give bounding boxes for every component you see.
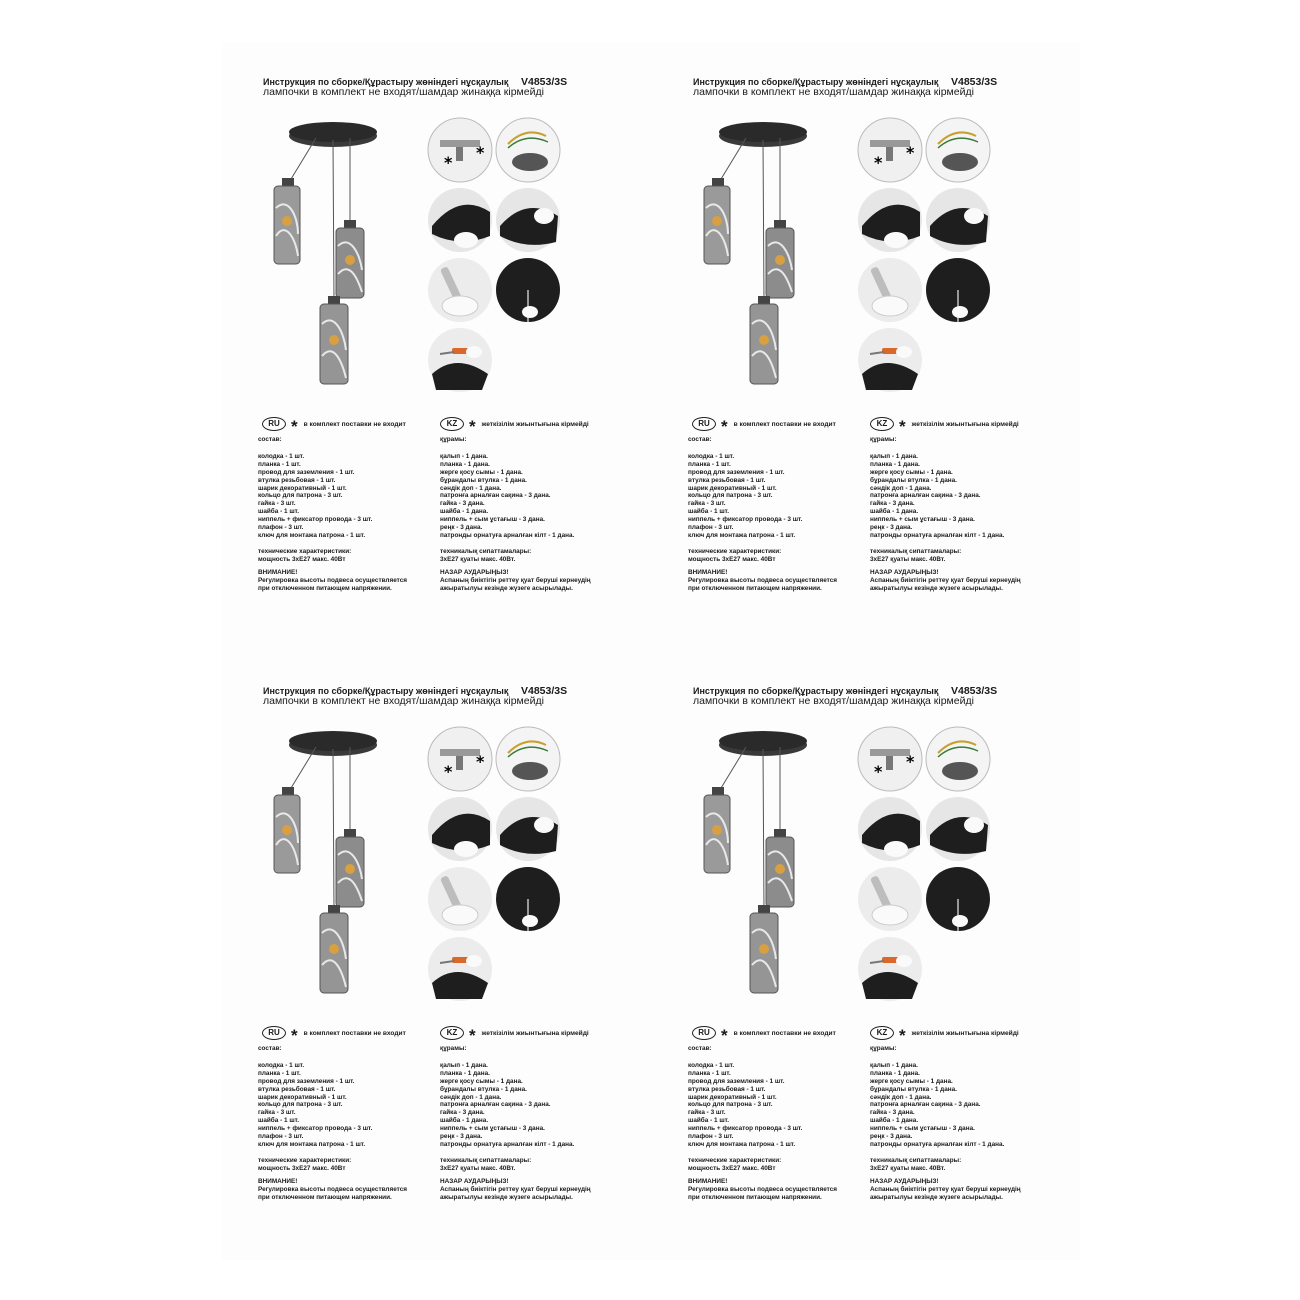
parts-list-item: планка - 1 дана. [870, 1069, 920, 1077]
ru-badge: RU [262, 1026, 286, 1040]
kz-badge: KZ [440, 1026, 464, 1040]
kz-warning-label: НАЗАР АУДАРЫҢЫЗ! [440, 1177, 509, 1185]
ru-warning-label: ВНИМАНИЕ! [258, 1177, 298, 1185]
kz-warning-line: Аспаның биіктігін реттеу қуат беруші кернеудің [870, 1185, 1021, 1193]
parts-list-item: гайка - 3 шт. [688, 500, 726, 508]
ru-warning-line: Регулировка высоты подвеса осуществляется [258, 1185, 408, 1193]
parts-list-item: шайба - 1 шт. [688, 1117, 729, 1125]
sheet-title: Инструкция по сборке/Құрастыру жөніндегі нұсқаулық [693, 686, 939, 696]
ru-parts-list [258, 1062, 443, 1149]
parts-list-item: бұрандалы втулка - 1 дана. [870, 1085, 957, 1093]
ru-column [688, 436, 873, 592]
kz-warning-line: Аспаның биіктігін реттеу қуат беруші кернеудің [440, 576, 591, 584]
step-5-key [428, 258, 492, 322]
kz-note: жеткізілім жиынтығына кірмейді [911, 1029, 1019, 1037]
ru-specs-value: мощность 3хЕ27 макс. 40Вт [688, 1164, 776, 1172]
kz-warning-line: ажыратылуы кезінде жүзеге асырылады. [440, 1193, 573, 1201]
parts-list-item: қалып - 1 дана. [870, 452, 918, 460]
parts-list-item: шайба - 1 дана. [870, 508, 919, 516]
step-5-key [858, 867, 922, 931]
assembly-steps [426, 725, 566, 1005]
instruction-sheet [222, 42, 652, 642]
kz-specs-label: техникалық сипаттамалары: [440, 1156, 532, 1164]
parts-list-item: планка - 1 дана. [440, 1069, 490, 1077]
sheet-subtitle: лампочки в комплект не входят/шамдар жинаққа кірмейді [693, 86, 974, 98]
step-4-screwing [496, 188, 560, 252]
step-5-key [428, 867, 492, 931]
assembly-steps [856, 116, 996, 396]
svg-text:*: * [874, 762, 883, 781]
step-3-canopy [428, 188, 492, 252]
parts-list-item: шайба - 1 дана. [440, 508, 489, 516]
ru-column [258, 1045, 443, 1201]
parts-list-item: провод для заземления - 1 шт. [258, 1077, 355, 1085]
parts-list-item: шайба - 1 шт. [688, 508, 729, 516]
ru-warning-label: ВНИМАНИЕ! [688, 1177, 728, 1185]
svg-text:*: * [906, 143, 915, 162]
ru-badge: RU [262, 417, 286, 431]
parts-list-item: ниппель + фиксатор провода - 3 шт. [258, 1125, 373, 1133]
instruction-sheet [652, 42, 1082, 642]
parts-list-item: втулка резьбовая - 1 шт. [258, 476, 336, 484]
sheet-title: Инструкция по сборке/Құрастыру жөніндегі нұсқаулық [693, 77, 939, 87]
parts-list-item: ключ для монтажа патрона - 1 шт. [688, 531, 796, 539]
ru-note: в комплект поставки не входит [733, 420, 836, 428]
parts-list-item: планка - 1 шт. [258, 1069, 301, 1077]
parts-list-item: гайка - 3 дана. [870, 500, 915, 508]
ru-note-row [692, 414, 836, 434]
ru-contents-label: состав: [688, 436, 712, 443]
document-page [222, 42, 1080, 1260]
step-6-cable [496, 258, 560, 322]
ru-warning-line: при отключенном питающем напряжении. [688, 1193, 822, 1201]
step-2-wiring [926, 727, 990, 791]
ru-warning-line: при отключенном питающем напряжении. [688, 584, 822, 592]
step-7-screwdriver [428, 328, 492, 392]
ru-parts-list [688, 453, 873, 540]
instruction-sheet [652, 651, 1082, 1251]
kz-warning-line: ажыратылуы кезінде жүзеге асырылады. [870, 1193, 1003, 1201]
ru-specs-value: мощность 3хЕ27 макс. 40Вт [258, 555, 346, 563]
ru-contents-label: состав: [258, 436, 282, 443]
parts-list-item: плафон - 3 шт. [258, 1133, 304, 1141]
parts-list-item: колодка - 1 шт. [258, 1061, 305, 1069]
parts-list-item: гайка - 3 дана. [440, 1109, 485, 1117]
step-2-wiring [496, 118, 560, 182]
kz-specs-label: техникалық сипаттамалары: [870, 1156, 962, 1164]
parts-list-item: гайка - 3 шт. [258, 500, 296, 508]
parts-list-item: жерге қосу сымы - 1 дана. [440, 468, 523, 476]
parts-list-item: патронды орнатуға арналған кілт - 1 дана. [870, 531, 1005, 539]
kz-specs-value: 3хЕ27 қуаты макс. 40Вт. [870, 555, 946, 563]
parts-list-item: гайка - 3 дана. [440, 500, 485, 508]
step-7-screwdriver [428, 937, 492, 1001]
step-1-bracket [428, 727, 492, 791]
svg-text:*: * [476, 143, 485, 162]
star-icon: * [899, 1026, 906, 1045]
sheet-title: Инструкция по сборке/Құрастыру жөніндегі нұсқаулық [263, 77, 509, 87]
ru-badge: RU [692, 1026, 716, 1040]
parts-list-item: реңк - 3 дана. [870, 524, 913, 532]
kz-column [870, 436, 1070, 592]
ru-note: в комплект поставки не входит [733, 1029, 836, 1037]
kz-note-row [440, 1023, 589, 1043]
svg-text:*: * [476, 752, 485, 771]
step-4-screwing [926, 797, 990, 861]
parts-list-item: гайка - 3 шт. [258, 1109, 296, 1117]
parts-list-item: ниппель + сым ұстағыш - 3 дана. [870, 1125, 975, 1133]
parts-list-item: шарик декоративный - 1 шт. [688, 1093, 777, 1101]
parts-list-item: шайба - 1 дана. [870, 1117, 919, 1125]
parts-list-item: сәндік доп - 1 дана. [870, 1093, 932, 1101]
parts-list-item: патронды орнатуға арналған кілт - 1 дана. [440, 1140, 575, 1148]
ru-specs-label: технические характеристики: [688, 547, 782, 555]
parts-list-item: кольцо для патрона - 3 шт. [258, 492, 343, 500]
parts-list-item: реңк - 3 дана. [870, 1133, 913, 1141]
parts-list-item: планка - 1 дана. [870, 460, 920, 468]
kz-column [870, 1045, 1070, 1201]
parts-list-item: провод для заземления - 1 шт. [688, 1077, 785, 1085]
parts-list-item: шайба - 1 шт. [258, 1117, 299, 1125]
kz-parts-list [440, 453, 640, 540]
ru-note-row [262, 414, 406, 434]
pendant-lamp-illustration [258, 725, 408, 1015]
step-7-screwdriver [858, 937, 922, 1001]
step-1-bracket [858, 727, 922, 791]
model-number: V4853/3S [951, 76, 998, 88]
parts-list-item: планка - 1 шт. [688, 1069, 731, 1077]
parts-list-item: жерге қосу сымы - 1 дана. [870, 468, 953, 476]
parts-list-item: қалып - 1 дана. [440, 1061, 488, 1069]
parts-list-item: сәндік доп - 1 дана. [870, 484, 932, 492]
svg-text:*: * [444, 762, 453, 781]
kz-warning-label: НАЗАР АУДАРЫҢЫЗ! [870, 568, 939, 576]
parts-list-item: плафон - 3 шт. [258, 524, 304, 532]
parts-list-item: жерге қосу сымы - 1 дана. [440, 1077, 523, 1085]
ru-contents-label: состав: [258, 1045, 282, 1052]
step-3-canopy [858, 797, 922, 861]
ru-specs-value: мощность 3хЕ27 макс. 40Вт [258, 1164, 346, 1172]
step-3-canopy [428, 797, 492, 861]
ru-specs-value: мощность 3хЕ27 макс. 40Вт [688, 555, 776, 563]
parts-list-item: втулка резьбовая - 1 шт. [688, 1085, 766, 1093]
kz-warning-label: НАЗАР АУДАРЫҢЫЗ! [870, 1177, 939, 1185]
instruction-sheet [222, 651, 652, 1251]
ru-parts-list [688, 1062, 873, 1149]
parts-list-item: втулка резьбовая - 1 шт. [688, 476, 766, 484]
parts-list-item: патронға арналған сақина - 3 дана. [440, 492, 551, 500]
ru-note: в комплект поставки не входит [303, 420, 406, 428]
parts-list-item: қалып - 1 дана. [870, 1061, 918, 1069]
ru-parts-list [258, 453, 443, 540]
parts-list-item: планка - 1 шт. [688, 460, 731, 468]
kz-specs-label: техникалық сипаттамалары: [440, 547, 532, 555]
step-1-bracket [428, 118, 492, 182]
parts-list-item: ключ для монтажа патрона - 1 шт. [258, 531, 366, 539]
assembly-steps [426, 116, 566, 396]
parts-list-item: ниппель + сым ұстағыш - 3 дана. [870, 516, 975, 524]
step-3-canopy [858, 188, 922, 252]
assembly-steps [856, 725, 996, 1005]
kz-note: жеткізілім жиынтығына кірмейді [911, 420, 1019, 428]
parts-list-item: ключ для монтажа патрона - 1 шт. [688, 1140, 796, 1148]
kz-warning-line: Аспаның биіктігін реттеу қуат беруші кернеудің [440, 1185, 591, 1193]
kz-contents-label: құрамы: [440, 436, 467, 443]
ru-warning-line: при отключенном питающем напряжении. [258, 584, 392, 592]
parts-list-item: реңк - 3 дана. [440, 524, 483, 532]
kz-note: жеткізілім жиынтығына кірмейді [481, 1029, 589, 1037]
step-7-screwdriver [858, 328, 922, 392]
kz-column [440, 436, 640, 592]
ru-specs-label: технические характеристики: [258, 1156, 352, 1164]
ru-column [258, 436, 443, 592]
svg-text:*: * [906, 752, 915, 771]
parts-list-item: шайба - 1 дана. [440, 1117, 489, 1125]
kz-note-row [870, 414, 1019, 434]
parts-list-item: плафон - 3 шт. [688, 1133, 734, 1141]
kz-specs-value: 3хЕ27 қуаты макс. 40Вт. [440, 555, 516, 563]
step-2-wiring [926, 118, 990, 182]
pendant-lamp-illustration [688, 116, 838, 406]
ru-warning-line: Регулировка высоты подвеса осуществляется [258, 576, 408, 584]
sheet-subtitle: лампочки в комплект не входят/шамдар жинаққа кірмейді [263, 86, 544, 98]
parts-list-item: плафон - 3 шт. [688, 524, 734, 532]
parts-list-item: шарик декоративный - 1 шт. [688, 484, 777, 492]
parts-list-item: жерге қосу сымы - 1 дана. [870, 1077, 953, 1085]
parts-list-item: патронды орнатуға арналған кілт - 1 дана. [440, 531, 575, 539]
parts-list-item: колодка - 1 шт. [688, 1061, 735, 1069]
pendant-lamp-illustration [258, 116, 408, 406]
parts-list-item: сәндік доп - 1 дана. [440, 484, 502, 492]
ru-badge: RU [692, 417, 716, 431]
ru-specs-label: технические характеристики: [688, 1156, 782, 1164]
kz-warning-label: НАЗАР АУДАРЫҢЫЗ! [440, 568, 509, 576]
step-5-key [858, 258, 922, 322]
parts-list-item: гайка - 3 дана. [870, 1109, 915, 1117]
kz-column [440, 1045, 640, 1201]
model-number: V4853/3S [521, 685, 568, 697]
parts-list-item: патронды орнатуға арналған кілт - 1 дана. [870, 1140, 1005, 1148]
kz-contents-label: құрамы: [870, 1045, 897, 1052]
parts-list-item: втулка резьбовая - 1 шт. [258, 1085, 336, 1093]
star-icon: * [721, 417, 728, 436]
sheet-title: Инструкция по сборке/Құрастыру жөніндегі нұсқаулық [263, 686, 509, 696]
kz-note: жеткізілім жиынтығына кірмейді [481, 420, 589, 428]
kz-specs-value: 3хЕ27 қуаты макс. 40Вт. [870, 1164, 946, 1172]
kz-badge: KZ [870, 1026, 894, 1040]
kz-warning-line: ажыратылуы кезінде жүзеге асырылады. [440, 584, 573, 592]
parts-list-item: патронға арналған сақина - 3 дана. [870, 492, 981, 500]
parts-list-item: ниппель + фиксатор провода - 3 шт. [688, 1125, 803, 1133]
parts-list-item: бұрандалы втулка - 1 дана. [870, 476, 957, 484]
parts-list-item: сәндік доп - 1 дана. [440, 1093, 502, 1101]
parts-list-item: ниппель + сым ұстағыш - 3 дана. [440, 516, 545, 524]
ru-column [688, 1045, 873, 1201]
ru-note-row [262, 1023, 406, 1043]
parts-list-item: бұрандалы втулка - 1 дана. [440, 476, 527, 484]
ru-warning-label: ВНИМАНИЕ! [258, 568, 298, 576]
parts-list-item: қалып - 1 дана. [440, 452, 488, 460]
sheet-subtitle: лампочки в комплект не входят/шамдар жинаққа кірмейді [263, 695, 544, 707]
parts-list-item: кольцо для патрона - 3 шт. [258, 1101, 343, 1109]
step-6-cable [926, 867, 990, 931]
kz-warning-line: Аспаның биіктігін реттеу қуат беруші кернеудің [870, 576, 1021, 584]
kz-specs-value: 3хЕ27 қуаты макс. 40Вт. [440, 1164, 516, 1172]
star-icon: * [899, 417, 906, 436]
kz-specs-label: техникалық сипаттамалары: [870, 547, 962, 555]
ru-contents-label: состав: [688, 1045, 712, 1052]
parts-list-item: гайка - 3 шт. [688, 1109, 726, 1117]
star-icon: * [291, 417, 298, 436]
model-number: V4853/3S [951, 685, 998, 697]
ru-warning-line: при отключенном питающем напряжении. [258, 1193, 392, 1201]
model-number: V4853/3S [521, 76, 568, 88]
parts-list-item: провод для заземления - 1 шт. [258, 468, 355, 476]
kz-badge: KZ [870, 417, 894, 431]
step-1-bracket [858, 118, 922, 182]
sheet-subtitle: лампочки в комплект не входят/шамдар жинаққа кірмейді [693, 695, 974, 707]
parts-list-item: колодка - 1 шт. [688, 452, 735, 460]
kz-contents-label: құрамы: [870, 436, 897, 443]
ru-note: в комплект поставки не входит [303, 1029, 406, 1037]
parts-list-item: патронға арналған сақина - 3 дана. [870, 1101, 981, 1109]
ru-warning-line: Регулировка высоты подвеса осуществляется [688, 576, 838, 584]
parts-list-item: шарик декоративный - 1 шт. [258, 484, 347, 492]
step-4-screwing [926, 188, 990, 252]
parts-list-item: ключ для монтажа патрона - 1 шт. [258, 1140, 366, 1148]
step-4-screwing [496, 797, 560, 861]
parts-list-item: бұрандалы втулка - 1 дана. [440, 1085, 527, 1093]
kz-note-row [440, 414, 589, 434]
parts-list-item: провод для заземления - 1 шт. [688, 468, 785, 476]
kz-contents-label: құрамы: [440, 1045, 467, 1052]
ru-note-row [692, 1023, 836, 1043]
parts-list-item: планка - 1 шт. [258, 460, 301, 468]
star-icon: * [291, 1026, 298, 1045]
parts-list-item: патронға арналған сақина - 3 дана. [440, 1101, 551, 1109]
ru-warning-line: Регулировка высоты подвеса осуществляется [688, 1185, 838, 1193]
parts-list-item: реңк - 3 дана. [440, 1133, 483, 1141]
parts-list-item: шарик декоративный - 1 шт. [258, 1093, 347, 1101]
kz-badge: KZ [440, 417, 464, 431]
star-icon: * [721, 1026, 728, 1045]
parts-list-item: планка - 1 дана. [440, 460, 490, 468]
kz-parts-list [870, 453, 1070, 540]
ru-warning-label: ВНИМАНИЕ! [688, 568, 728, 576]
ru-specs-label: технические характеристики: [258, 547, 352, 555]
svg-text:*: * [874, 153, 883, 172]
kz-parts-list [440, 1062, 640, 1149]
step-6-cable [496, 867, 560, 931]
svg-text:*: * [444, 153, 453, 172]
parts-list-item: кольцо для патрона - 3 шт. [688, 1101, 773, 1109]
parts-list-item: ниппель + сым ұстағыш - 3 дана. [440, 1125, 545, 1133]
star-icon: * [469, 1026, 476, 1045]
step-2-wiring [496, 727, 560, 791]
parts-list-item: колодка - 1 шт. [258, 452, 305, 460]
kz-parts-list [870, 1062, 1070, 1149]
parts-list-item: кольцо для патрона - 3 шт. [688, 492, 773, 500]
step-6-cable [926, 258, 990, 322]
parts-list-item: ниппель + фиксатор провода - 3 шт. [688, 516, 803, 524]
parts-list-item: ниппель + фиксатор провода - 3 шт. [258, 516, 373, 524]
pendant-lamp-illustration [688, 725, 838, 1015]
parts-list-item: шайба - 1 шт. [258, 508, 299, 516]
star-icon: * [469, 417, 476, 436]
kz-note-row [870, 1023, 1019, 1043]
kz-warning-line: ажыратылуы кезінде жүзеге асырылады. [870, 584, 1003, 592]
